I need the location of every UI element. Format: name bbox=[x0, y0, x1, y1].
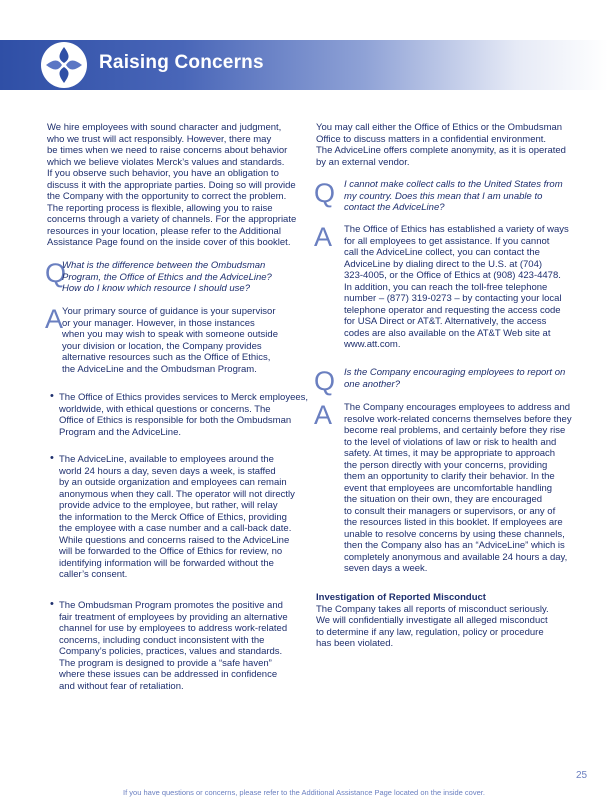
question-1: What is the difference between the Ombudsman Program, the Office of Ethics and the AdviceLine? How do I know which resource I should use? bbox=[62, 260, 272, 294]
intro-paragraph: We hire employees with sound character and judgment, who we trust will act responsibly. However, there may be times when we need to raise concerns about behavior which we believe violates Merck’s values and standards. If you observe such behavior, you have an obligation to discuss it with the appropriate parties. Doing so will provide the Company with the opportunity to correct the problem. The reporting process is flexible, allowing you to raise concerns through a variety of channels. For the appropriate resources in your location, please refer to the Additional Assistance Page found on the inside cover of this booklet. bbox=[47, 122, 297, 248]
question-letter: Q bbox=[314, 178, 336, 208]
footer-note: If you have questions or concerns, please refer to the Additional Assistance Page located on the inside cover. bbox=[123, 788, 485, 797]
answer-letter: A bbox=[45, 304, 64, 334]
bullet-icon: • bbox=[50, 452, 54, 464]
answer-1: Your primary source of guidance is your supervisor or your manager. However, in those instances when you may wish to speak with someone outside your division or location, the Company provides alternative resources such as the Office of Ethics, the AdviceLine and the Ombudsman Program. bbox=[62, 306, 278, 375]
bullet-office-of-ethics: The Office of Ethics provides services to Merck employees, worldwide, with ethical questions or concerns. The Office of Ethics is responsible for both the Ombudsman Program and the AdviceLine. bbox=[59, 392, 309, 438]
bullet-icon: • bbox=[50, 390, 54, 402]
page-number: 25 bbox=[576, 770, 588, 781]
right-intro-paragraph: You may call either the Office of Ethics or the Ombudsman Office to discuss matters in a confidential environment. The AdviceLine offers complete anonymity, as it is operated by an external vendor. bbox=[316, 122, 566, 168]
question-letter: Q bbox=[45, 258, 67, 288]
investigation-section: Investigation of Reported Misconduct The Company takes all reports of misconduct seriously. We will confidentially investigate all alleged misconduct to determine if any law, regulation, policy or procedure has been violated. bbox=[316, 592, 549, 649]
header-banner bbox=[0, 40, 608, 90]
investigation-heading: Investigation of Reported Misconduct bbox=[316, 592, 486, 603]
answer-2: The Office of Ethics has established a variety of ways for all employees to get assistance. If you cannot call the AdviceLine collect, you can contact the AdviceLine by dialing direct to the U.S. at (704) 323-4005, or the Office of Ethics at (908) 423-4478. In addition, you can reach the toll-free telephone number – (877) 319-0273 – by contacting your local telephone operator and requesting the access code for USA Direct or AT&T. Alternatively, the access codes are also available on the AT&T Web site at www.att.com. bbox=[344, 224, 569, 350]
bullet-icon: • bbox=[50, 598, 54, 610]
question-3: Is the Company encouraging employees to report on one another? bbox=[344, 367, 566, 390]
bullet-adviceline: The AdviceLine, available to employees around the world 24 hours a day, seven days a week, is staffed by an outside organization and employees can remain anonymous when they call. The operator will not directly provide advice to the employee, but rather, will relay the information to the Merck Office of Ethics, providing the employee with a case number and a call-back date. While questions and concerns raised to the AdviceLine will be forwarded to the Office of Ethics for review, no identifying information will be forwarded without the caller’s consent. bbox=[59, 454, 295, 580]
bullet-ombudsman: The Ombudsman Program promotes the positive and fair treatment of employees by providing an alternative channel for use by employees to address work-related concerns, including conduct inconsistent with the Company’s policies, practices, values and standards. The program is designed to provide a “safe haven” where these issues can be addressed in confidence and without fear of retaliation. bbox=[59, 600, 288, 692]
page-title: Raising Concerns bbox=[99, 52, 264, 73]
question-2: I cannot make collect calls to the United States from my country. Does this mean that I am unable to contact the AdviceLine? bbox=[344, 179, 563, 213]
question-letter: Q bbox=[314, 366, 336, 396]
answer-letter: A bbox=[314, 222, 333, 252]
answer-3: The Company encourages employees to address and resolve work-related concerns themselves before they become real problems, and certainly before they rise to the level of violations of law or risk to health and safety. At times, it may be appropriate to approach the person directly with your concerns, providing them an opportunity to clarify their behavior. In the event that employees are uncomfortable handling the situation on their own, they are encouraged to consult their managers or supervisors, or any of the resources listed in this booklet. If employees are unable to resolve concerns by using these channels, then the Company also has an “AdviceLine” which is completely anonymous and available 24 hours a day, seven days a week. bbox=[344, 402, 572, 574]
answer-letter: A bbox=[314, 400, 333, 430]
merck-logo-icon bbox=[40, 41, 88, 89]
